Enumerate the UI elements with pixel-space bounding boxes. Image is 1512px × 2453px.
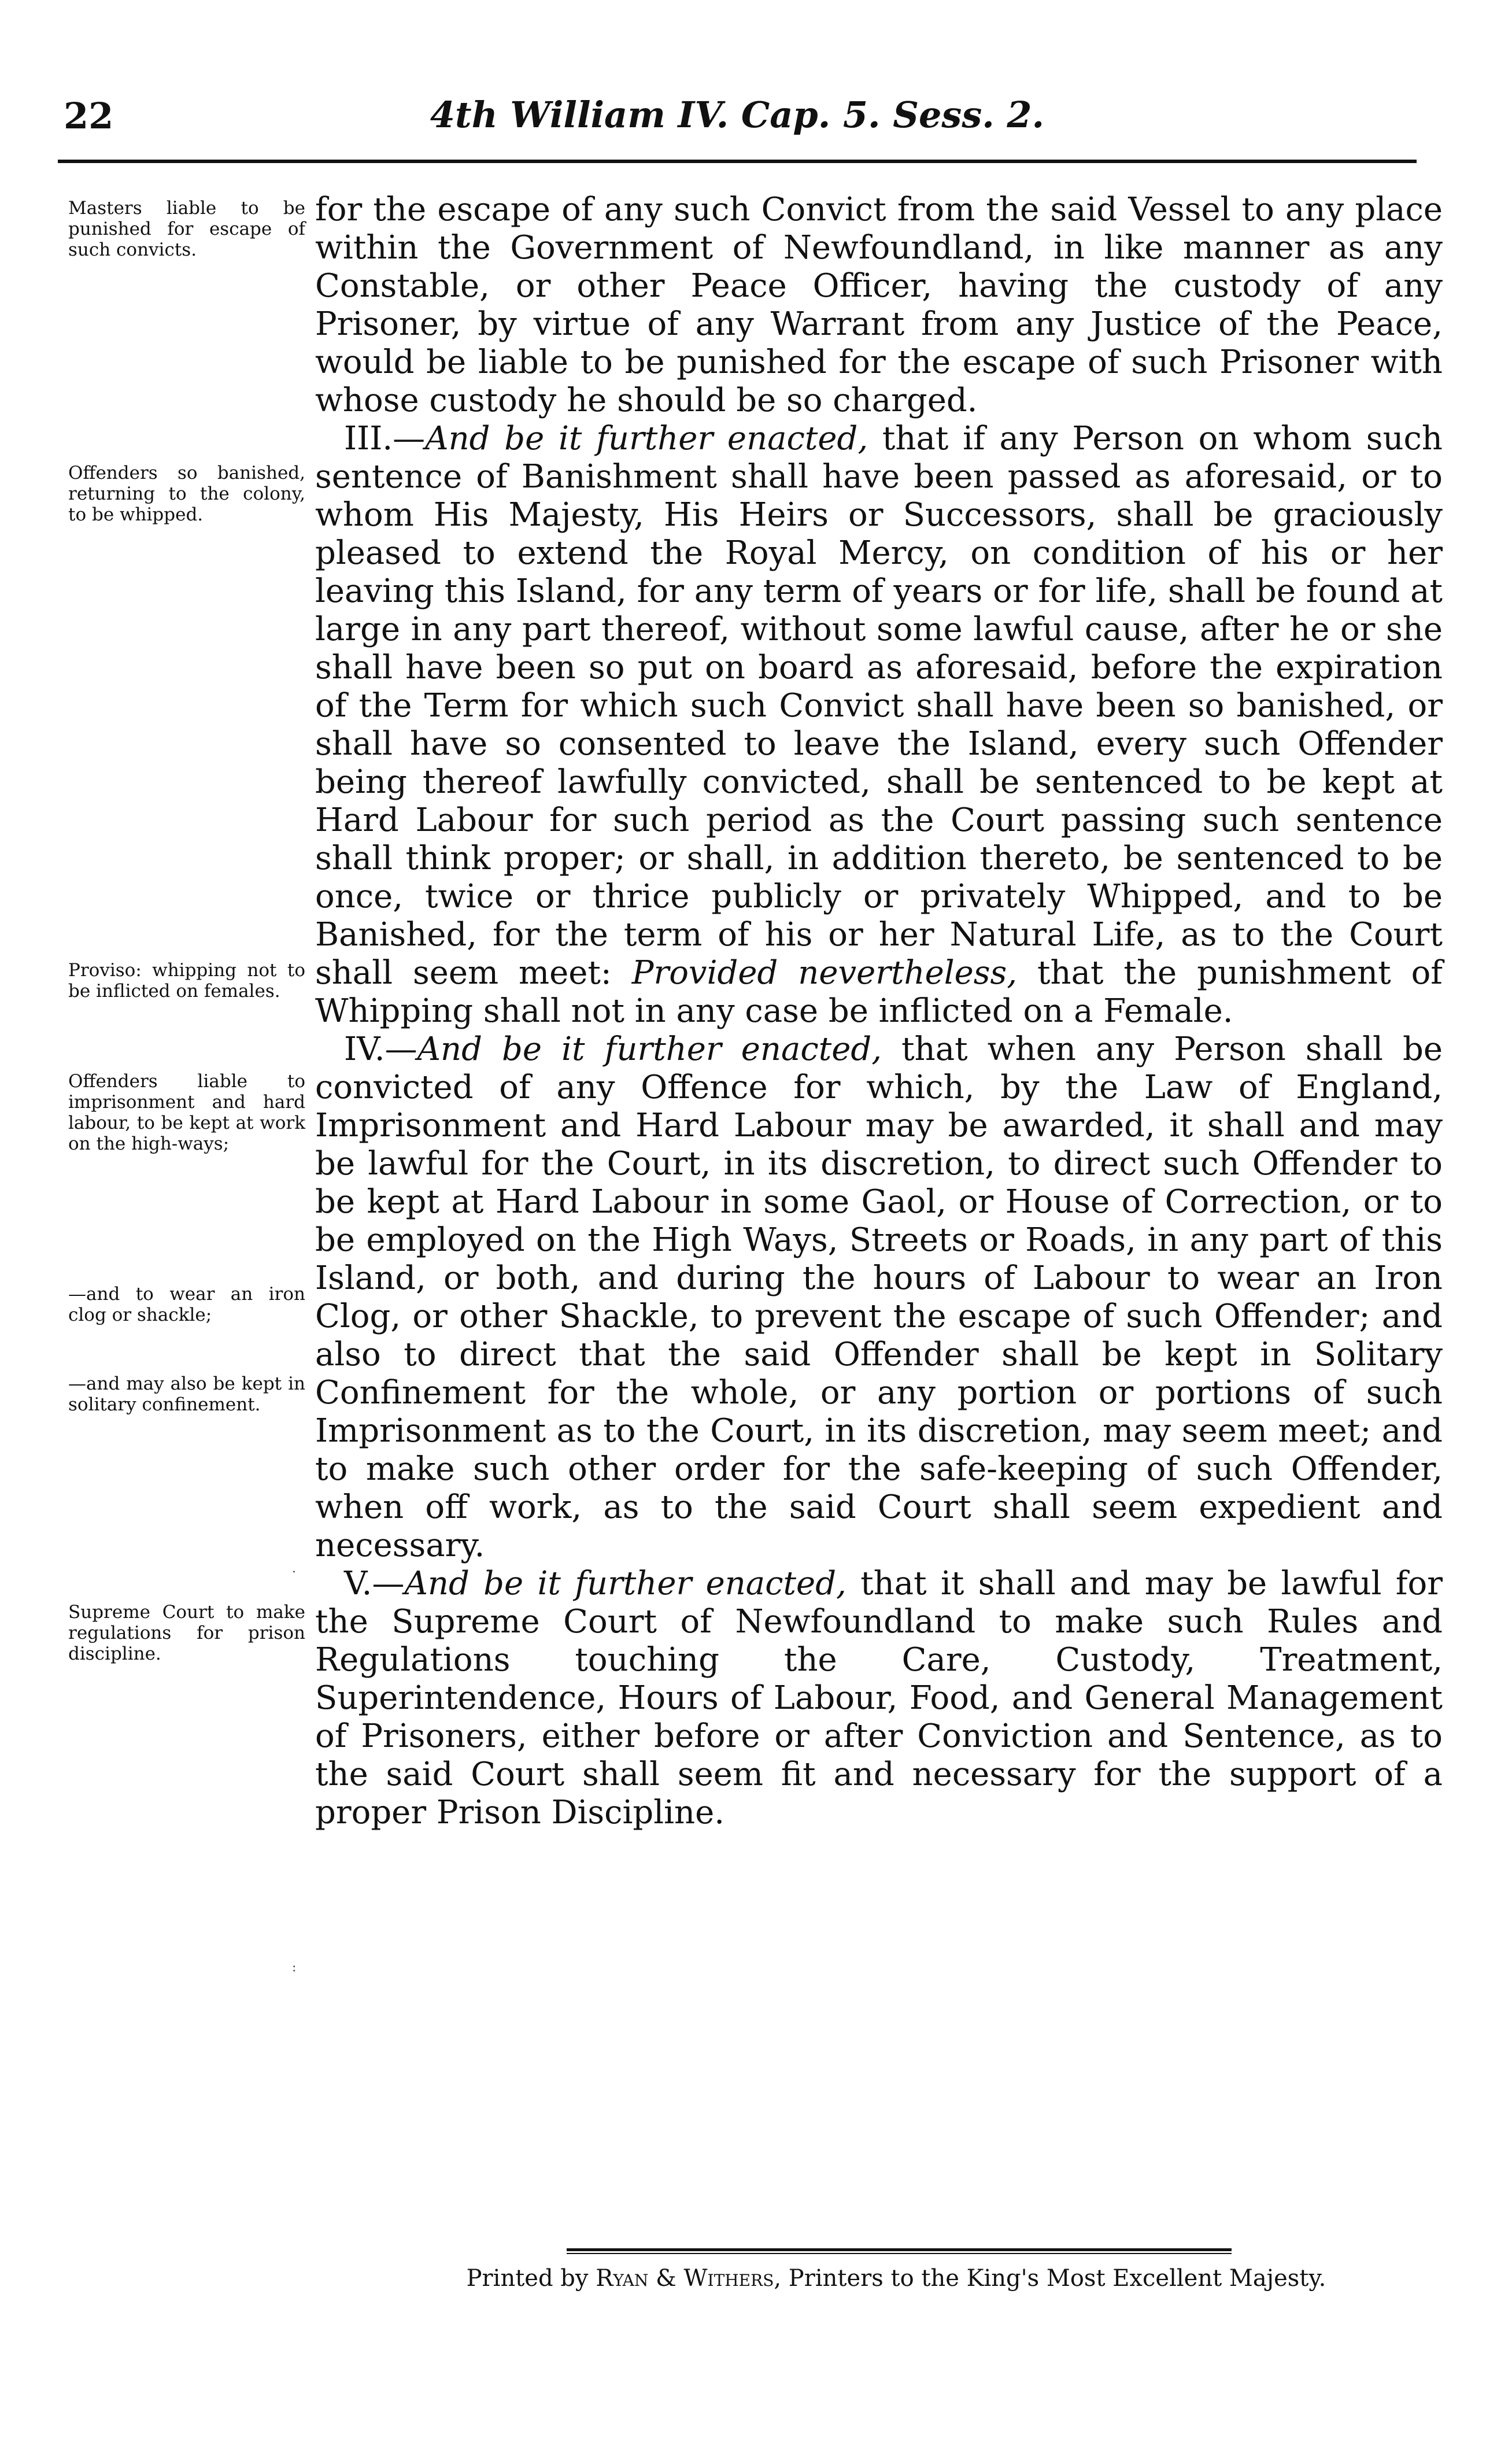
imprint-printed-by: Printed by <box>466 2265 596 2292</box>
section-3-number: III.— <box>344 420 426 457</box>
stray-ink-mark: : <box>292 1960 297 1975</box>
section-3 <box>315 420 1443 1030</box>
paragraph-continuation: for the escape of any such Convict from the said Vessel to any place within the Government of Newfoundland, in like manner as any Constable, or other Peace Officer, having the custody of any Prisoner, by virtue of any Warrant from any Justice of the Peace, would be liable to be punished for the escape of such Prisoner with whose custody he should be so charged. <box>315 191 1443 419</box>
section-5-number: V.— <box>344 1565 405 1602</box>
running-title: 4th William IV. Cap. 5. Sess. 2. <box>430 94 1045 136</box>
section-4 <box>315 1030 1443 1565</box>
section-3-text: that if any Person on whom such sentence of Banishment shall have been passed as aforesaid, or to whom His Majesty, His Heirs or Successors, shall be graciously pleased to extend the Royal Mercy, on condition of his or her leaving this Island, for any term of years or for life, shall be found at large in any part thereof, without some lawful cause, after he or she shall have been so put on board as aforesaid, before the expiration of the Term for which such Convict shall have been so banished, or shall have so consented to leave the Island, every such Offender being thereof lawfully convicted, shall be sentenced to be kept at Hard Labour for such period as the Court passing such sentence shall think proper; or shall, in addition thereto, be sentenced to be once, twice or thrice publicly or privately Whipped, and to be Banished, for the term of his or her Natural Life, as to the Court shall seem meet: <box>315 420 1443 992</box>
section-5-text: that it shall and may be lawful for the Supreme Court of Newfoundland to make such Rules and Regulations touching the Care, Custody, Treatment, Superintendence, Hours of Labour, Food, and General Management of Prisoners, either before or after Conviction and Sentence, as to the said Court shall seem fit and necessary for the support of a proper Prison Discipline. <box>315 1565 1443 1831</box>
imprint-printer-title: , Printers to the King's Most Excellent Majesty. <box>774 2265 1326 2292</box>
page-number: 22 <box>64 95 114 137</box>
section-5 <box>315 1565 1443 1832</box>
imprint-printer-names: Ryan & Withers <box>596 2265 774 2292</box>
printer-imprint <box>405 2267 1388 2290</box>
header-rule <box>58 160 1417 163</box>
margin-note-masters-liable: Masters liable to be punished for escape of such convicts. <box>68 198 305 260</box>
margin-note-prison-discipline: Supreme Court to make regulations for prison discipline. <box>68 1602 305 1664</box>
margin-note-proviso-females: Proviso: whipping not to be inflicted on females. <box>68 960 305 1002</box>
section-4-enacting-clause: And be it further enacted, <box>417 1030 882 1068</box>
margin-note-offenders-banished: Offenders so banished, returning to the colony, to be whipped. <box>68 463 305 525</box>
margin-note-solitary-confinement: —and may also be kept in solitary confinement. <box>68 1373 305 1415</box>
margin-note-iron-clog: —and to wear an iron clog or shackle; <box>68 1284 305 1325</box>
section-5-enacting-clause: And be it further enacted, <box>404 1565 846 1602</box>
footer-rule <box>567 2248 1232 2254</box>
section-3-text-end: that the punishment of Whipping shall not in any case be inflicted on a Female. <box>315 954 1443 1030</box>
body-text <box>315 191 1443 1832</box>
section-4-text: that when any Person shall be convicted of any Offence for which, by the Law of England, Imprisonment and Hard Labour may be awarded, it shall and may be lawful for the Court, in its discretion, to direct such Offender to be kept at Hard Labour in some Gaol, or House of Correction, or to be employed on the High Ways, Streets or Roads, in any part of this Island, or both, and during the hours of Labour to wear an Iron Clog, or other Shackle, to prevent the escape of such Offender; and also to direct that the said Offender shall be kept in Solitary Confinement for the whole, or any portion or portions of such Imprisonment as to the Court, in its discretion, may seem meet; and to make such other order for the safe-keeping of such Offender, when off work, as to the said Court shall seem expedient and necessary. <box>315 1030 1443 1564</box>
section-4-number: IV.— <box>344 1030 417 1068</box>
section-3-enacting-clause: And be it further enacted, <box>425 420 868 457</box>
margin-note-hard-labour: Offenders liable to imprisonment and hard labour, to be kept at work on the high-ways; <box>68 1071 305 1154</box>
section-3-proviso: Provided nevertheless, <box>631 954 1018 992</box>
page-header <box>58 93 1417 145</box>
stray-ink-mark: . <box>292 1561 296 1576</box>
